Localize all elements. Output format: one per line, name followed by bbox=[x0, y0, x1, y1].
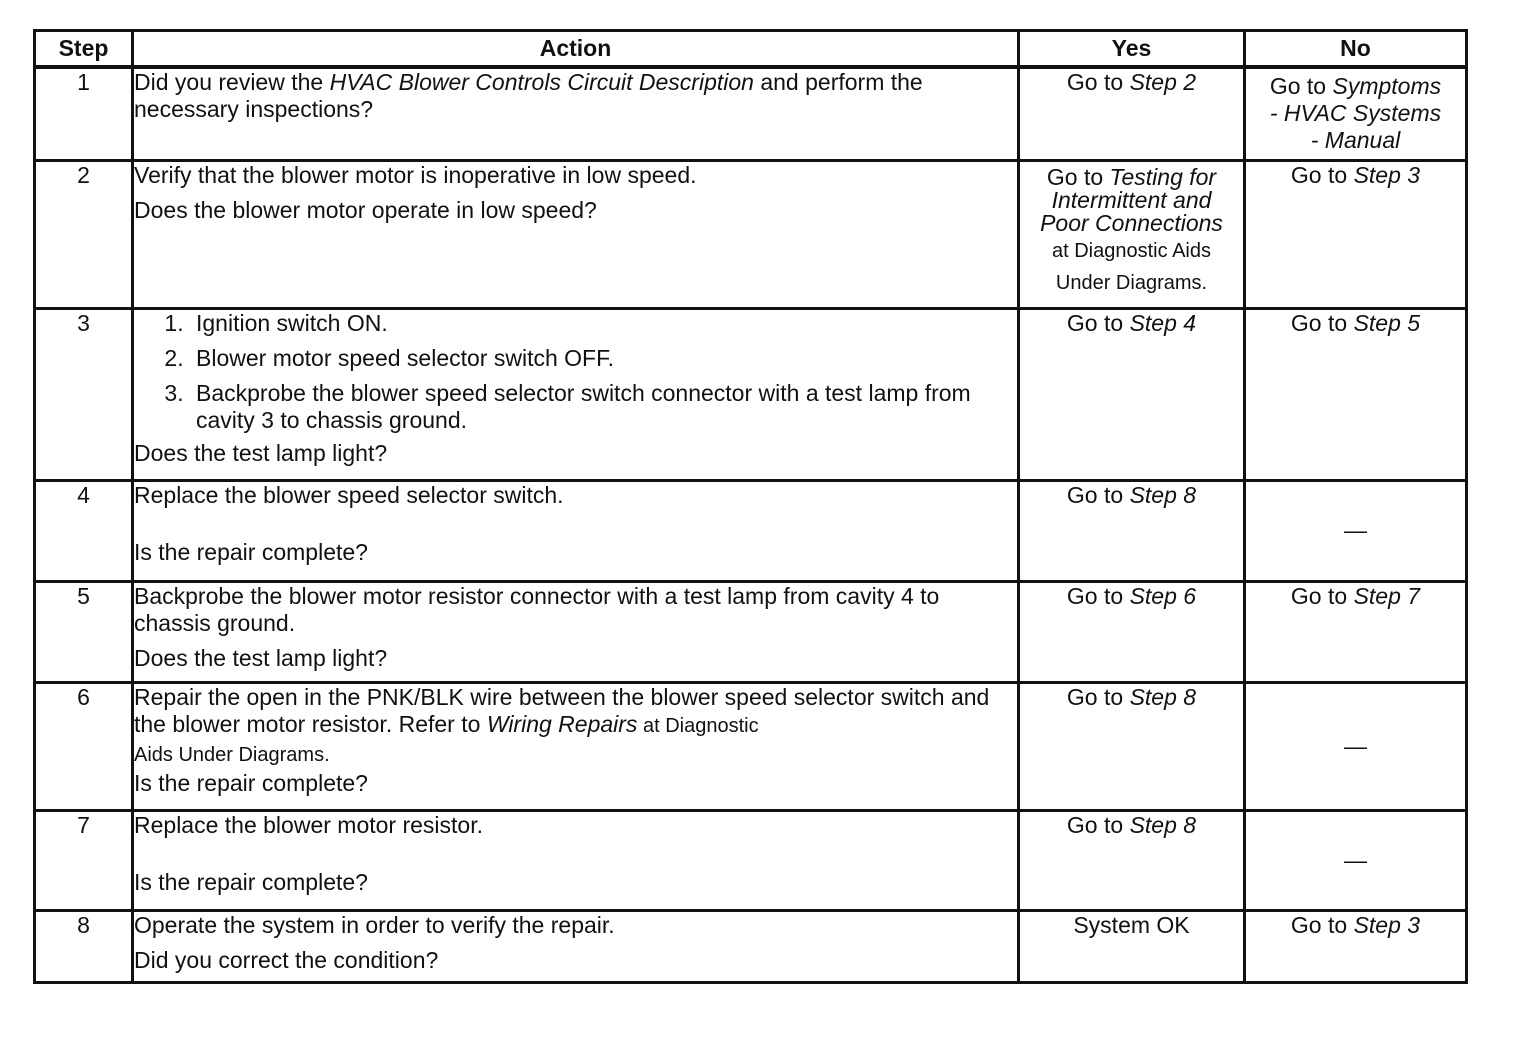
list-item: 1. Ignition switch ON. bbox=[190, 310, 1017, 337]
step-link: Step 8 bbox=[1129, 481, 1197, 508]
action-question: Is the repair complete? bbox=[134, 769, 368, 796]
yes-cell: Go to Step 2 bbox=[1019, 67, 1245, 160]
step-link: Step 3 bbox=[1353, 911, 1421, 938]
action-text: Did you review the HVAC Blower Controls Circuit Description and perform the necessary inspections? bbox=[134, 69, 923, 122]
action-text: Replace the blower speed selector switch. bbox=[134, 481, 564, 508]
list-item: 2. Blower motor speed selector switch OFF. bbox=[190, 345, 1017, 372]
step-link: Step 8 bbox=[1129, 683, 1197, 710]
yes-cell: Go to Step 4 bbox=[1019, 308, 1245, 480]
step-link: Step 5 bbox=[1353, 309, 1421, 336]
action-cell bbox=[133, 682, 1019, 810]
yes-cell: Go to Step 8 bbox=[1019, 682, 1245, 810]
table-row bbox=[35, 308, 1467, 480]
action-text: Repair the open in the PNK/BLK wire between the blower speed selector switch and the blower motor resistor. Refer to Wiring Repairs at Diagnostic bbox=[134, 683, 990, 737]
no-cell: Go to Step 5 bbox=[1245, 308, 1467, 480]
step-number: 5 bbox=[35, 581, 133, 682]
reference-link: Symptoms bbox=[1332, 73, 1442, 99]
no-cell: Go to Step 7 bbox=[1245, 581, 1467, 682]
table-row bbox=[35, 581, 1467, 682]
reference-link: Testing for bbox=[1109, 163, 1217, 190]
no-cell: — bbox=[1245, 810, 1467, 910]
step-number: 2 bbox=[35, 160, 133, 308]
no-cell: Go to Step 3 bbox=[1245, 160, 1467, 308]
reference-link: Wiring Repairs bbox=[486, 710, 638, 737]
step-link: Step 3 bbox=[1353, 161, 1421, 188]
action-text: Backprobe the blower motor resistor connector with a test lamp from cavity 4 to chassis ground. bbox=[134, 582, 940, 636]
header-no: No bbox=[1245, 31, 1467, 68]
step-number: 8 bbox=[35, 910, 133, 982]
no-cell: — bbox=[1245, 682, 1467, 810]
yes-cell: Go to Step 8 bbox=[1019, 480, 1245, 581]
table-row bbox=[35, 67, 1467, 160]
header-action: Action bbox=[133, 31, 1019, 68]
no-cell: — bbox=[1245, 480, 1467, 581]
step-link: Step 2 bbox=[1129, 69, 1197, 95]
header-row bbox=[35, 31, 1467, 68]
step-number: 4 bbox=[35, 480, 133, 581]
action-cell bbox=[133, 480, 1019, 581]
yes-cell: Go to Step 6 bbox=[1019, 581, 1245, 682]
step-link: Step 4 bbox=[1129, 309, 1197, 336]
yes-cell: System OK bbox=[1019, 910, 1245, 982]
reference-link: HVAC Blower Controls Circuit Description bbox=[329, 69, 754, 95]
yes-cell: Go to Step 8 bbox=[1019, 810, 1245, 910]
action-question: Does the test lamp light? bbox=[134, 439, 388, 466]
action-cell bbox=[133, 308, 1019, 480]
action-cell bbox=[133, 581, 1019, 682]
table-row bbox=[35, 810, 1467, 910]
no-cell: Go to Step 3 bbox=[1245, 910, 1467, 982]
action-question: Is the repair complete? bbox=[134, 538, 368, 565]
action-text: Replace the blower motor resistor. bbox=[134, 811, 483, 838]
action-cell bbox=[133, 67, 1019, 160]
step-number: 7 bbox=[35, 810, 133, 910]
action-question: Is the repair complete? bbox=[134, 868, 368, 895]
step-number: 3 bbox=[35, 308, 133, 480]
step-link: Step 7 bbox=[1353, 582, 1421, 609]
table-row bbox=[35, 682, 1467, 810]
no-cell: Go to Symptoms - HVAC Systems - Manual bbox=[1245, 67, 1467, 160]
diagnostic-table bbox=[33, 29, 1468, 984]
action-cell bbox=[133, 910, 1019, 982]
step-number: 6 bbox=[35, 682, 133, 810]
action-text: Verify that the blower motor is inoperative in low speed. bbox=[134, 161, 697, 188]
step-link: Step 6 bbox=[1129, 582, 1197, 609]
instruction-list bbox=[134, 310, 1017, 434]
action-text: Operate the system in order to verify the repair. bbox=[134, 911, 615, 938]
step-link: Step 8 bbox=[1129, 811, 1197, 838]
table-row bbox=[35, 480, 1467, 581]
action-question: Did you correct the condition? bbox=[134, 946, 439, 973]
action-cell bbox=[133, 160, 1019, 308]
table-row bbox=[35, 910, 1467, 982]
action-question: Does the blower motor operate in low speed? bbox=[134, 196, 597, 223]
header-step: Step bbox=[35, 31, 133, 68]
action-cell bbox=[133, 810, 1019, 910]
header-yes: Yes bbox=[1019, 31, 1245, 68]
table-row bbox=[35, 160, 1467, 308]
action-text: Aids Under Diagrams. bbox=[134, 743, 330, 766]
action-question: Does the test lamp light? bbox=[134, 644, 388, 671]
step-number: 1 bbox=[35, 67, 133, 160]
list-item: 3. Backprobe the blower speed selector switch connector with a test lamp from cavity 3 to chassis ground. bbox=[190, 380, 1017, 434]
yes-cell: Go to Testing for Intermittent and Poor Connections at Diagnostic Aids Under Diagrams. bbox=[1019, 160, 1245, 308]
